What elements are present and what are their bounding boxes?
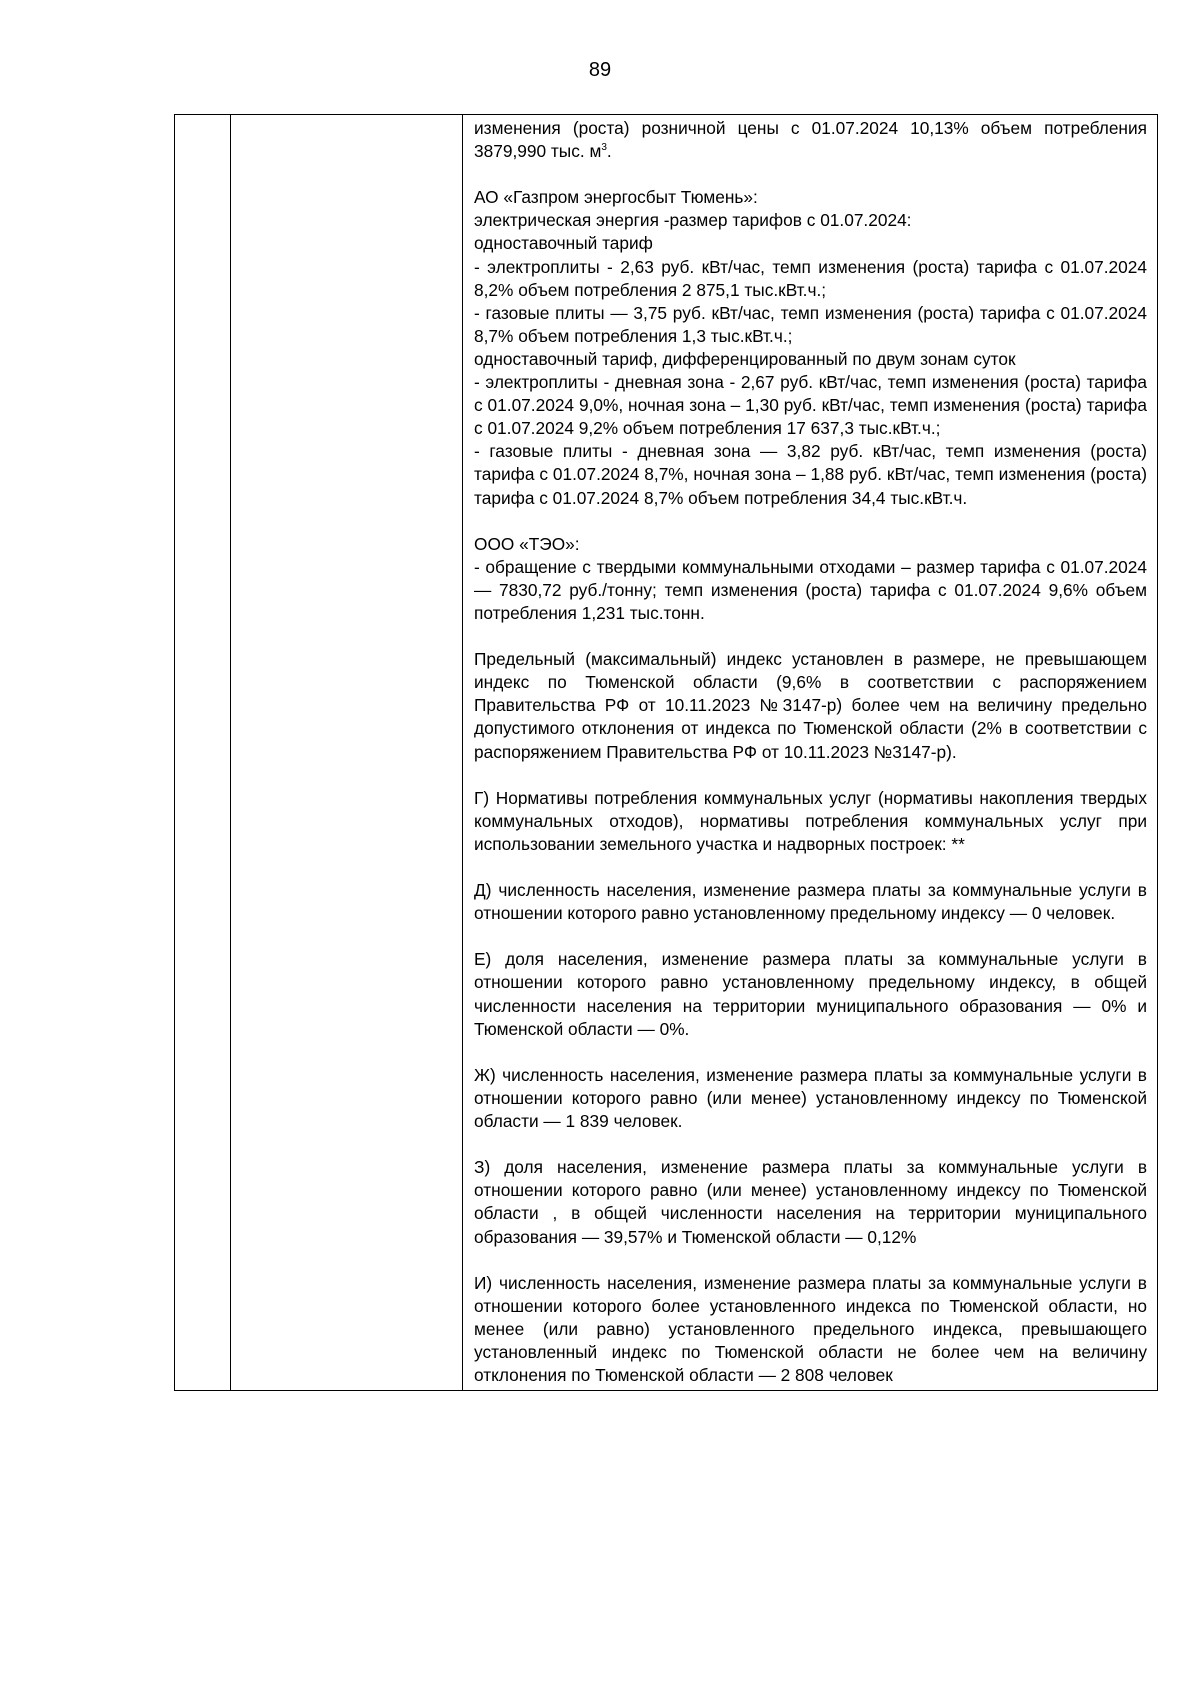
paragraph-g: Г) Нормативы потребления коммунальных услуг (нормативы накопления твердых коммунальных отходов), нормативы потребления коммунальных услуг при использовании земельного участка и надворных построек: **	[474, 787, 1147, 854]
electric-stoves-tariff: - электроплиты - 2,63 руб. кВт/час, темп изменения (роста) тарифа с 01.07.2024 8,2% объем потребления 2 875,1 тыс.кВт.ч.;	[474, 256, 1147, 300]
paragraph-i: И) численность населения, изменение размера платы за коммунальные услуги в отношении которого более установленного индекса по Тюменской области, но менее (или равно) установленного предельного индекса, превышающего установленный индекс по Тюменской области не более чем на величину отклонения по Тюменской области — 2 808 человек	[474, 1272, 1147, 1386]
table-row	[175, 115, 1158, 1391]
two-zone-heading: одноставочный тариф, дифференцированный по двум зонам суток	[474, 348, 1016, 369]
document-table	[174, 114, 1158, 1391]
table-cell-index	[175, 115, 231, 1391]
energosbyt-title: АО «Газпром энергосбыт Тюмень»:	[474, 187, 758, 208]
gas-stoves-zone-tariff: - газовые плиты - дневная зона — 3,82 руб. кВт/час, темп изменения (роста) тарифа с 01.07.2024 8,7%, ночная зона – 1,88 руб. кВт/час, темп изменения (роста) тарифа с 01.07.2024 8,7% объем потребления 34,4 тыс.кВт.ч.	[474, 441, 1147, 508]
paragraph-e: Е) доля населения, изменение размера платы за коммунальные услуги в отношении которого равно установленному предельному индексу, в общей численности населения на территории муниципального образования — 0% и Тюменской области — 0%.	[474, 949, 1147, 1039]
teo-block	[474, 533, 1147, 625]
retail-price-text: изменения (роста) розничной цены с 01.07.2024 10,13% объем потребления 3879,990 тыс. м	[474, 118, 1147, 162]
single-rate-heading: одноставочный тариф	[474, 233, 653, 254]
retail-price-paragraph	[474, 117, 1147, 163]
electric-stoves-zone-tariff: - электроплиты - дневная зона - 2,67 руб. кВт/час, темп изменения (роста) тарифа с 01.07.2024 9,0%, ночная зона – 1,30 руб. кВт/час, темп изменения (роста) тарифа с 01.07.2024 9,2% объем потребления 17 637,3 тыс.кВт.ч.;	[474, 372, 1147, 439]
retail-price-tail: .	[606, 141, 612, 162]
paragraph-d: Д) численность населения, изменение размера платы за коммунальные услуги в отношении которого равно установленному предельному индексу — 0 человек.	[474, 880, 1147, 924]
page-number: 89	[588, 59, 612, 81]
table-cell-content	[463, 115, 1158, 1391]
table-cell-name	[231, 115, 463, 1391]
paragraph-z: З) доля населения, изменение размера платы за коммунальные услуги в отношении которого равно (или менее) установленному индексу по Тюменской области , в общей численности населения на территории муниципального образования — 39,57% и Тюменской области — 0,12%	[474, 1157, 1147, 1247]
max-index-paragraph: Предельный (максимальный) индекс установлен в размере, не превышающем индекс по Тюменской области (9,6% в соответствии с распоряжением Правительства РФ от 10.11.2023 №3147-р) более чем на величину предельно допустимого отклонения от индекса по Тюменской области (2% в соответствии с распоряжением Правительства РФ от 10.11.2023 №3147-р).	[474, 649, 1147, 762]
energosbyt-block	[474, 186, 1147, 509]
cell-content	[463, 115, 1157, 1390]
electricity-heading: электрическая энергия -размер тарифов с 01.07.2024:	[474, 210, 912, 231]
cubic-superscript: 3	[601, 142, 607, 154]
waste-tariff: - обращение с твердыми коммунальными отходами – размер тарифа с 01.07.2024 — 7830,72 руб./тонну; темп изменения (роста) тарифа с 01.07.2024 9,6% объем потребления 1,231 тыс.тонн.	[474, 556, 1147, 623]
paragraph-zh: Ж) численность населения, изменение размера платы за коммунальные услуги в отношении которого равно (или менее) установленному индексу по Тюменской области — 1 839 человек.	[474, 1064, 1147, 1132]
gas-stoves-tariff: - газовые плиты — 3,75 руб. кВт/час, темп изменения (роста) тарифа с 01.07.2024 8,7% объем потребления 1,3 тыс.кВт.ч.;	[474, 302, 1147, 346]
teo-title: ООО «ТЭО»:	[474, 533, 580, 554]
